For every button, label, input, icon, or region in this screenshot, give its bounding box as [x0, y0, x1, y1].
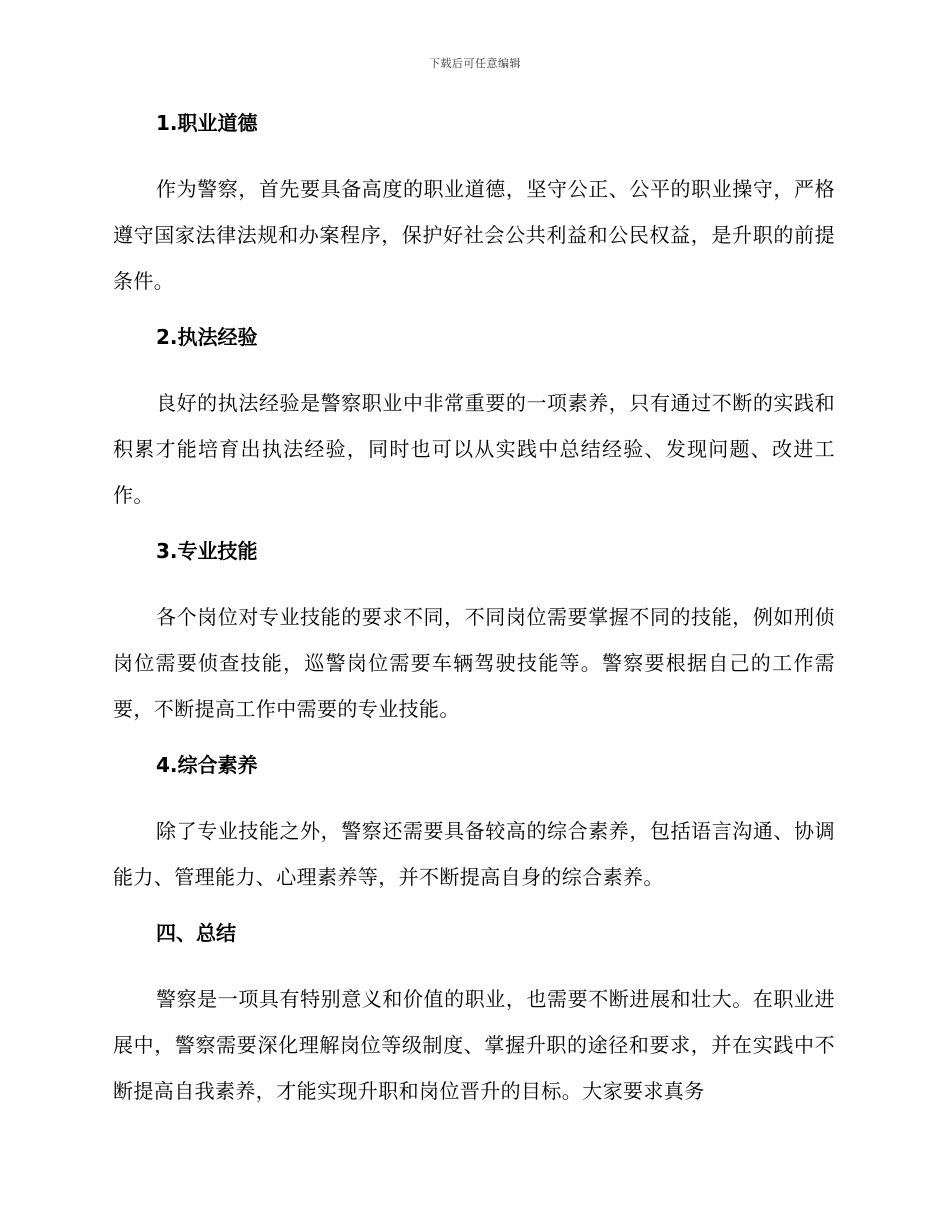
- section-body-3: 各个岗位对专业技能的要求不同，不同岗位需要掌握不同的技能，例如刑侦岗位需要侦查技能，巡警岗位需要车辆驾驶技能等。警察要根据自己的工作需要，不断提高工作中需要的专业技能。: [113, 605, 835, 721]
- section-heading-3: 3.专业技能: [156, 539, 258, 563]
- section-body-4: 除了专业技能之外，警察还需要具备较高的综合素养，包括语言沟通、协调能力、管理能力、心理素养等，并不断提高自身的综合素养。: [113, 819, 835, 889]
- section-heading-4: 4.综合素养: [156, 753, 258, 777]
- header-note: 下载后可任意编辑: [429, 57, 521, 70]
- section-heading-1: 1.职业道德: [156, 111, 258, 135]
- section-body-2: 良好的执法经验是警察职业中非常重要的一项素养，只有通过不断的实践和积累才能培育出执法经验，同时也可以从实践中总结经验、发现问题、改进工作。: [113, 391, 835, 507]
- section-body-1: 作为警察，首先要具备高度的职业道德，坚守公正、公平的职业操守，严格遵守国家法律法规和办案程序，保护好社会公共利益和公民权益，是升职的前提条件。: [113, 177, 835, 293]
- section-body-summary: 警察是一项具有特别意义和价值的职业，也需要不断进展和壮大。在职业进展中，警察需要深化理解岗位等级制度、掌握升职的途径和要求，并在实践中不断提高自我素养，才能实现升职和岗位晋升的目标。大家要求真务: [113, 987, 835, 1103]
- section-heading-2: 2.执法经验: [156, 325, 258, 349]
- section-heading-summary: 四、总结: [156, 921, 236, 945]
- document-content: [113, 108, 835, 1132]
